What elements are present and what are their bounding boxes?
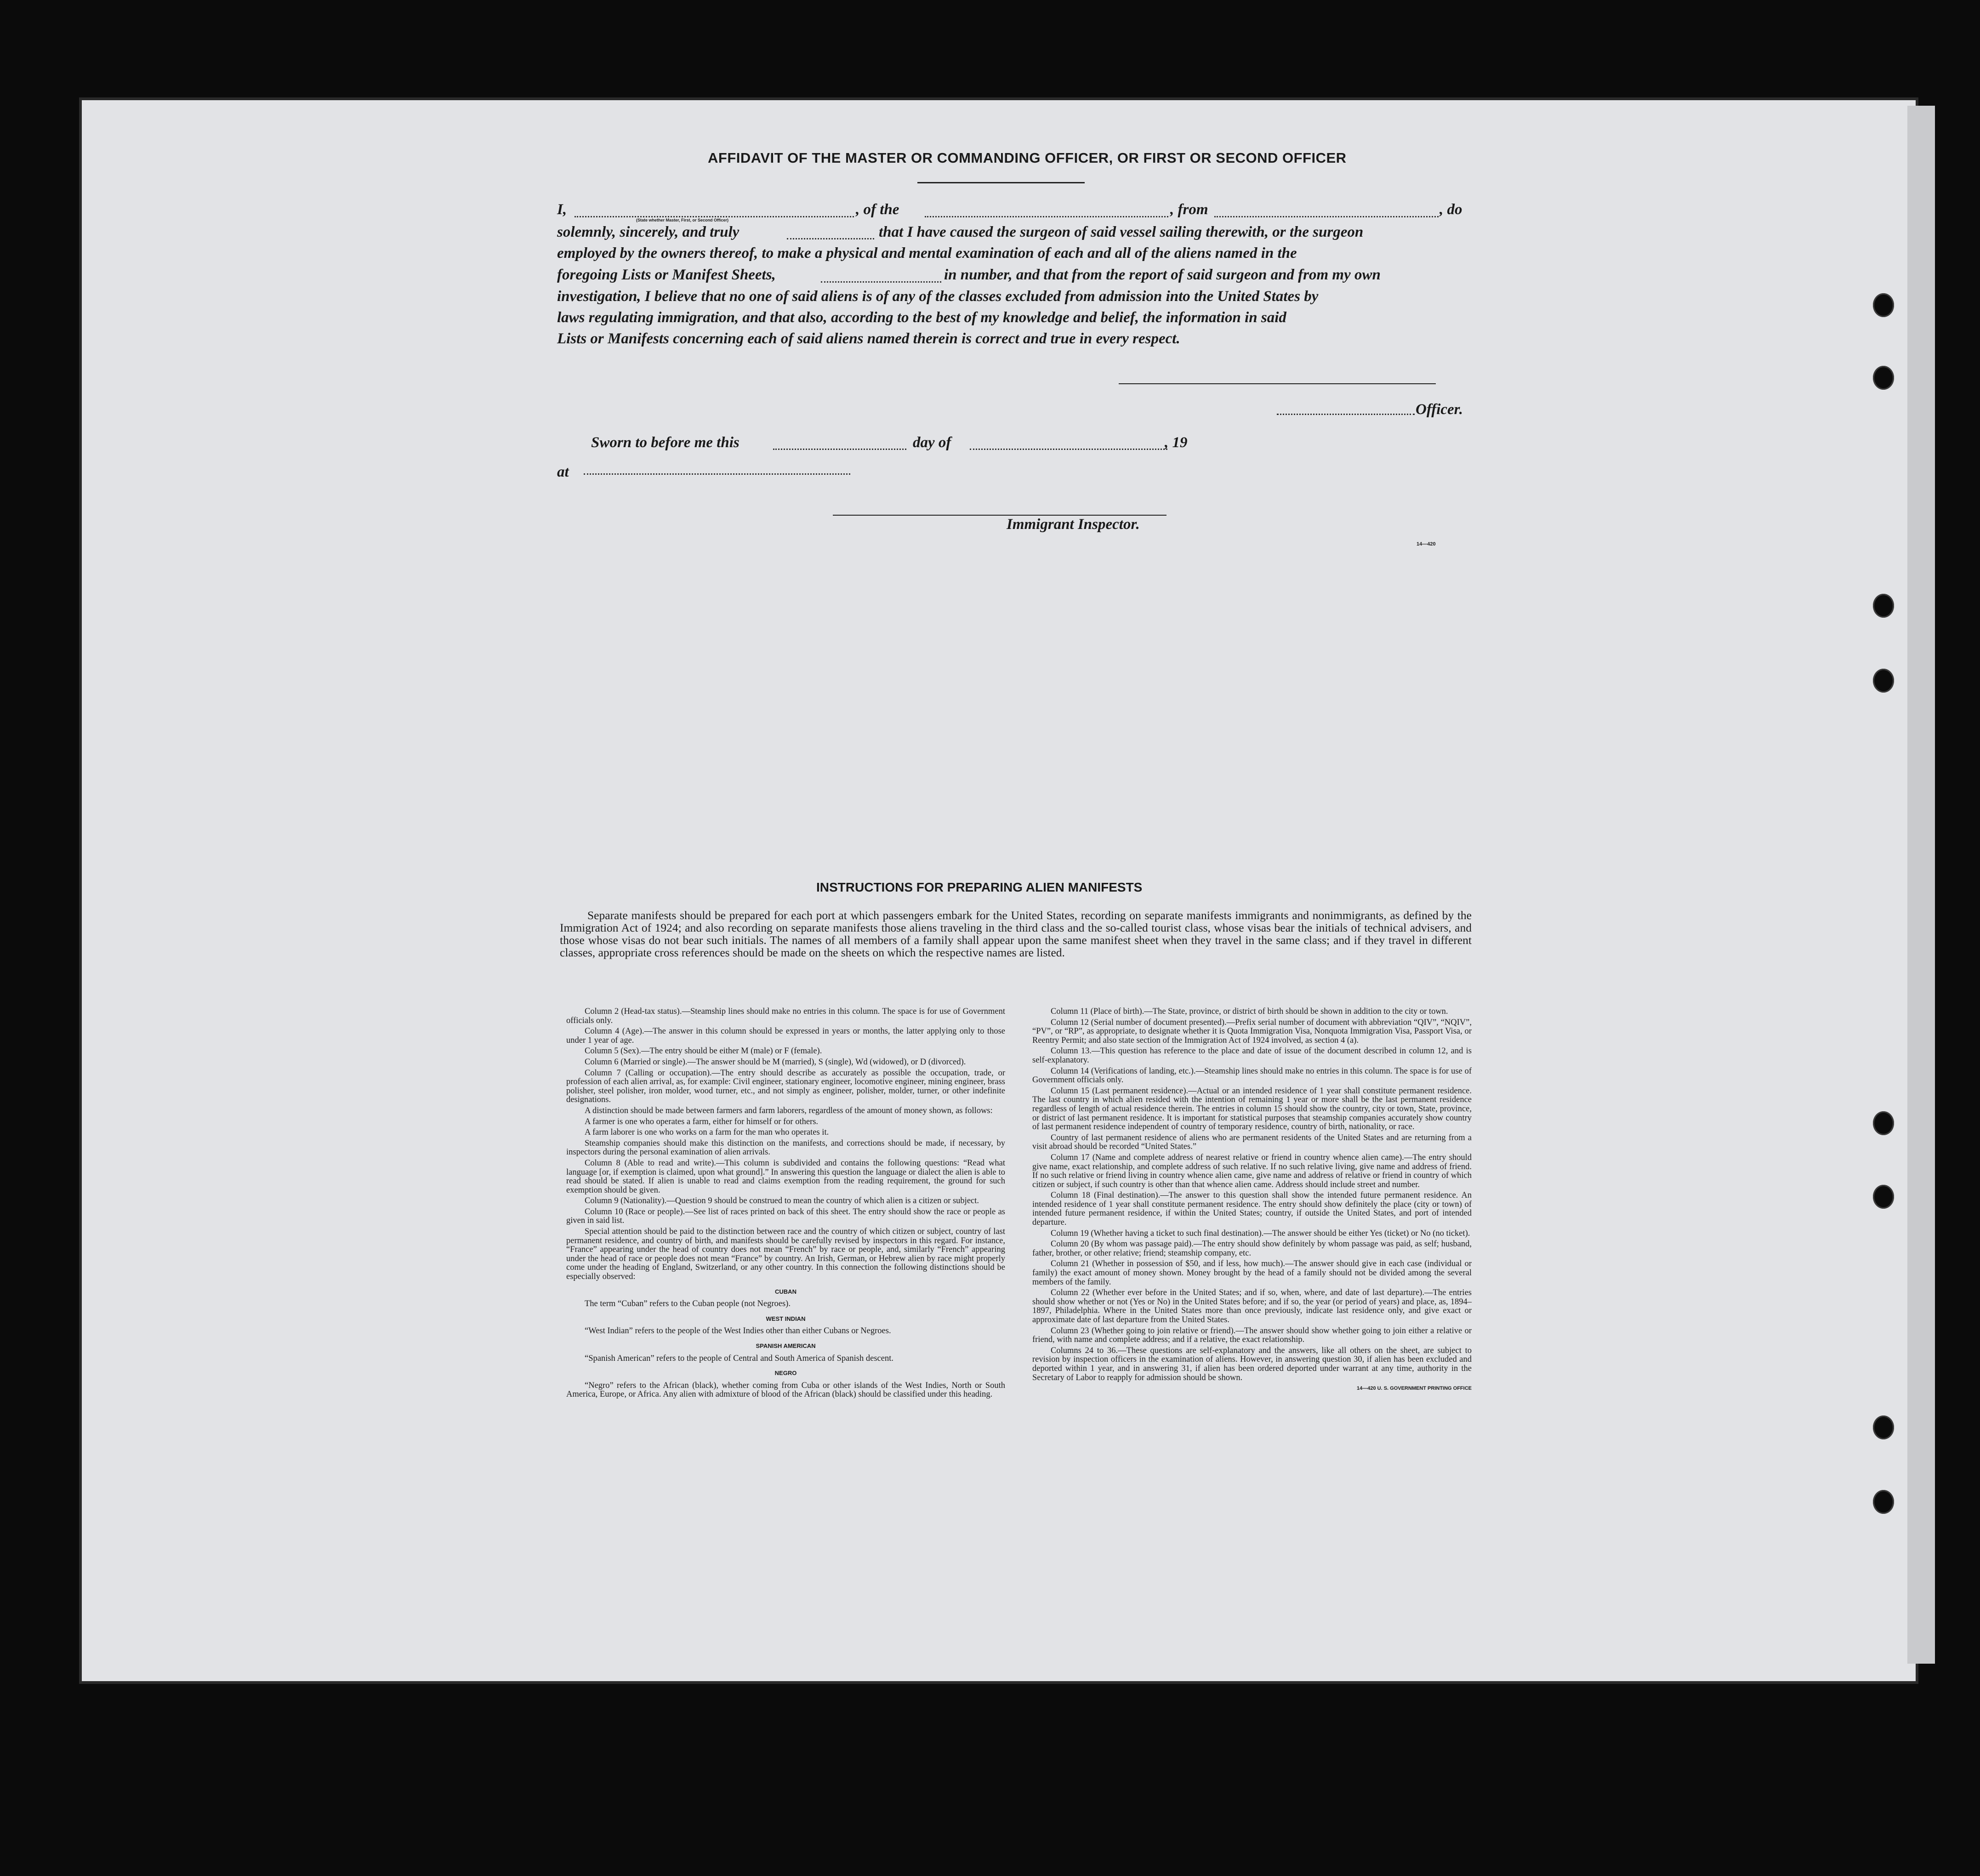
right-para: Column 23 (Whether going to join relative or friend).—The answer should show whether going to join either a relative or friend, with name and complete address; and if a relative, the exact relationship. [1032,1326,1472,1345]
left-para: Column 6 (Married or single).—The answer should be M (married), S (single), Wd (widowed), or D (divorced). [585,1057,966,1067]
left-para: Column 9 (Nationality).—Question 9 should be construed to mean the country of which alien is a citizen or subject. [585,1196,979,1206]
title-rule [917,182,1085,183]
right-para: Column 22 (Whether ever before in the United States; and if so, when, where, and date of last departure).—The entries should show whether or not (Yes or No) in the United States before; and if so, the year (or period of years) and place, as, 1894–1897, Philadelphia. Where in the United States more than once previously, indicate last residence only, and give exact or approximate date of last departure from the United States. [1032,1288,1472,1325]
west-indian-para: “West Indian” refers to the people of the West Indies other than either Cubans or Negroes. [585,1326,891,1336]
officer-label: Officer. [1416,401,1463,418]
aff-line3: employed by the owners thereof, to make a physical and mental examination of each and all of the aliens named in the [557,245,1297,262]
binder-hole [1873,669,1894,693]
left-para: A farmer is one who operates a farm, either for himself or for others. [585,1117,819,1126]
sworn-label: Sworn to before me this [591,434,740,451]
at-line [584,473,850,475]
dayof-label: day of [913,434,951,451]
binder-hole [1873,1185,1894,1209]
vessel-line [925,216,1168,217]
left-para: Column 2 (Head-tax status).—Steamship lines should make no entries in this column. The space is for use of Government officials only. [566,1007,1005,1025]
left-para: Column 4 (Age).—The answer in this column should be expressed in years or months, the latter applying only to those under 1 year of age. [566,1027,1005,1045]
cuban-para: The term “Cuban” refers to the Cuban people (not Negroes). [585,1299,791,1309]
right-para: Column 13.—This question has reference to the place and date of issue of the document described in column 12, and is self-explanatory. [1032,1046,1472,1065]
affidavit-title: AFFIDAVIT OF THE MASTER OR COMMANDING OFFICER, OR FIRST OR SECOND OFFICER [708,150,1347,166]
aff-line2a: solemnly, sincerely, and truly [557,224,740,240]
instructions-intro: Separate manifests should be prepared for each port at which passengers embark for the United States, recording on separate manifests immigrants and nonimmigrants, as defined by the Immigration Act of 1924; and also recording on separate manifests those aliens traveling in the third class and the so-called tourist class, whose visas bear the initials of technical advisers, and those whose visas do not bear such initials. The names of all members of a family shall appear upon the same manifest sheet when they travel in the same class; and if they travel in different classes, appropriate cross references should be made on the sheets on which the respective names are listed. [560,909,1472,959]
right-para: Column 18 (Final destination).—The answer to this question shall show the intended future permanent residence. An intended residence of 1 year shall constitute permanent residence. The entry should show definitely the place (city or town) of intended future permanent residence, if within the United States; country, if outside the United States, and port of intended departure. [1032,1191,1472,1228]
aff-line7: Lists or Manifests concerning each of said aliens named therein is correct and true in every respect. [557,330,1180,347]
left-para: Column 8 (Able to read and write).—This column is subdivided and contains the following questions: “Read what language [or, if exemption is claimed, upon what ground].” In answering this question the language or dialect the alien is able to read should be stated. If alien is unable to read and claims exemption from the reading requirement, the ground for such exemption should be given. [566,1158,1005,1195]
aff-of-the: , of the [856,201,899,218]
count-line [821,281,941,283]
port-line [1214,216,1439,217]
at-label: at [557,464,569,480]
aff-do: , do [1439,201,1462,218]
right-para: Column 12 (Serial number of document presented).—Prefix serial number of document with abbreviation “QIV”, “NQIV”, “PV”, or “RP”, as appropriate, to designate whether it is Quota Immigration Visa, Nonquota Immigration Visa, Passport Visa, or Reentry Permit; and also state section of the Immigration Act of 1924 involved, as section 4 (a). [1032,1018,1472,1045]
officer-title-line [1277,414,1415,415]
binder-hole [1873,293,1894,317]
printer-imprint: 14—420 U. S. GOVERNMENT PRINTING OFFICE [1357,1386,1472,1392]
right-para: Country of last permanent residence of aliens who are permanent residents of the United States and are returning from a visit abroad should be recorded “United States.” [1032,1133,1472,1152]
binder-hole [1873,1490,1894,1514]
binder-hole [1873,366,1894,390]
heading-negro: NEGRO [774,1370,797,1377]
aff-from: , from [1170,201,1208,218]
left-para: A distinction should be made between farmers and farm laborers, regardless of the amount of money shown, as follows: [585,1106,993,1115]
form-code: 14—420 [1417,541,1436,547]
left-para: A farm laborer is one who works on a farm for the man who operates it. [585,1128,829,1137]
year-label: , 19 [1165,434,1188,451]
aff-line4b: in number, and that from the report of said surgeon and from my own [944,267,1381,283]
right-para: Column 17 (Name and complete address of nearest relative or friend in country whence alien came).—The entry should give name, exact relationship, and complete address of such relative. If no such relative living, give name and address of friend. If no such relative or friend living in country whence alien came, give name and address of relative or friend in country of which citizen or subject, if such country is other than that whence alien came. Address should include street and number. [1032,1153,1472,1189]
right-para: Column 21 (Whether in possession of $50, and if less, how much).—The answer should give in each case (individual or family) the exact amount of money shown. Money brought by the head of a family should not be divided among the several members of the family. [1032,1259,1472,1287]
left-para: Steamship companies should make this distinction on the manifests, and corrections should be made, if necessary, by inspectors during the personal examination of alien arrivals. [566,1138,1005,1157]
heading-west-indian: WEST INDIAN [766,1315,806,1322]
right-para: Column 20 (By whom was passage paid).—The entry should show definitely by whom passage was paid, as self; husband, father, brother, or other relative; friend; steamship company, etc. [1032,1239,1472,1258]
rank-note: (State whether Master, First, or Second Officer) [636,218,729,222]
inspector-label: Immigrant Inspector. [1007,516,1140,533]
binder-hole [1873,1416,1894,1439]
left-para: Column 5 (Sex).—The entry should be either M (male) or F (female). [585,1046,822,1056]
negro-para: “Negro” refers to the African (black), whether coming from Cuba or other islands of the West Indies, North or South America, Europe, or Africa. Any alien with admixture of blood of the African (black) should be classified under this heading. [566,1381,1005,1399]
right-para: Column 15 (Last permanent residence).—Actual or an intended residence of 1 year shall constitute permanent residence. The last country in which alien resided with the intention of remaining 1 year or more shall be the last permanent residence regardless of length of actual residence therein. The entries in column 15 should show the country, city or town, State, province, or district of last permanent residence. It is important for statistical purposes that steamship companies accurately show country of last permanent residence independent of country of temporary residence, country of birth, nationality, or race. [1032,1086,1472,1132]
binder-hole [1873,594,1894,618]
heading-cuban: CUBAN [775,1288,797,1295]
instructions-left-column [566,1007,1005,1401]
signature-line [1119,383,1436,384]
instructions-right-column [1032,1007,1472,1393]
right-para: Columns 24 to 36.—These questions are self-explanatory and the answers, like all others on the sheet, are subject to revision by inspection officers in the examination of aliens. However, in answering question 30, if alien has been excluded and deported within 1 year, and in answering 31, if alien has been ordered deported under warrant at any time, authority in the Secretary of Labor to reapply for admission should be shown. [1032,1346,1472,1382]
officer-rank-line [575,216,854,217]
aff-line2b: that I have caused the surgeon of said vessel sailing therewith, or the surgeon [879,224,1364,240]
right-para: Column 14 (Verifications of landing, etc.).—Steamship lines should make no entries in this column. The space is for use of Government officials only. [1032,1066,1472,1085]
aff-line6: laws regulating immigration, and that also, according to the best of my knowledge and belief, the information in said [557,309,1286,326]
spanish-american-para: “Spanish American” refers to the people of Central and South America of Spanish descent. [585,1353,893,1363]
sworn-month-line [970,449,1167,450]
left-para: Special attention should be paid to the distinction between race and the country of which citizen or subject, country of last permanent residence, and country of birth, and manifests should be carefully revised by inspectors in this regard. For instance, “France” appearing under the head of country does not mean “French” by race or people, and, similarly “French” appearing under the head of race or people does not mean “France” by country. An Irish, German, or Hebrew alien by race might properly come under the heading of England, Switzerland, or any other country. In this connection the following distinctions should be especially observed: [566,1227,1005,1282]
oath-line [787,238,874,239]
binder-hole [1873,1111,1894,1135]
sheet-edge [1907,106,1935,1664]
aff-line5: investigation, I believe that no one of said aliens is of any of the classes excluded from admission into the United States by [557,288,1319,305]
right-para: Column 11 (Place of birth).—The State, province, or district of birth should be shown in addition to the city or town. [1051,1007,1448,1016]
heading-spanish-american: SPANISH AMERICAN [756,1342,816,1349]
left-para: Column 10 (Race or people).—See list of races printed on back of this sheet. The entry should show the race or people as given in said list. [566,1207,1005,1226]
left-para: Column 7 (Calling or occupation).—The entry should describe as accurately as possible the occupation, trade, or profession of each alien arrival, as, for example: Civil engineer, stationary engineer, locomotive engineer, mining engineer, brass polisher, steel polisher, iron molder, wood turner, etc., and not simply as engineer, polisher, molder, turner, or other indefinite designations. [566,1068,1005,1105]
instructions-title: INSTRUCTIONS FOR PREPARING ALIEN MANIFESTS [816,880,1143,894]
aff-I: I, [557,201,567,218]
aff-line4a: foregoing Lists or Manifest Sheets, [557,267,776,283]
sworn-day-line [773,449,906,450]
right-para: Column 19 (Whether having a ticket to such final destination).—The answer should be either Yes (ticket) or No (no ticket). [1051,1228,1470,1238]
